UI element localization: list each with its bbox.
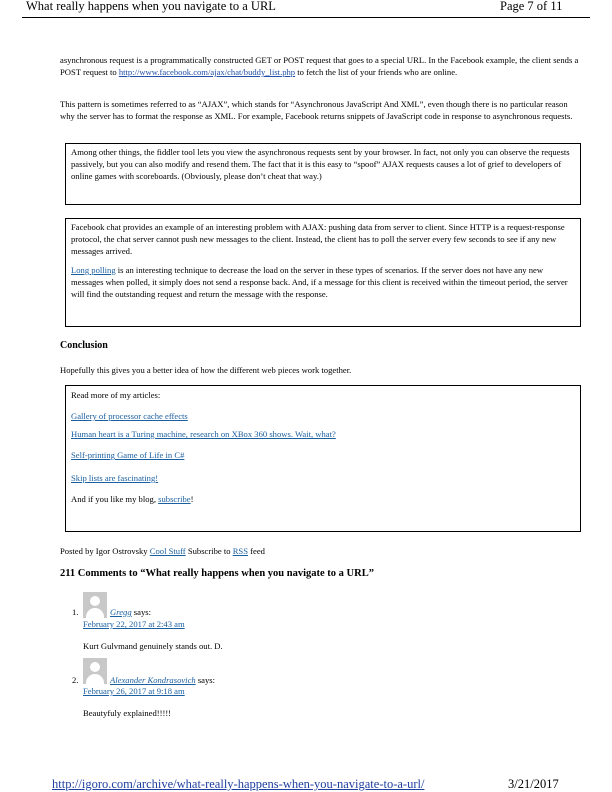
footer-url[interactable]: http://igoro.com/archive/what-really-happens-when-you-navigate-to-a-url/ (52, 777, 425, 791)
footer-date: 3/21/2017 (508, 777, 559, 791)
section-heading: Conclusion (60, 340, 108, 351)
note-text (71, 264, 575, 300)
avatar (83, 592, 107, 618)
avatar (83, 658, 107, 684)
comment-date-link[interactable]: February 26, 2017 at 9:18 am (83, 686, 185, 696)
text: to fetch the list of your friends who are online. (295, 67, 458, 77)
document-title: What really happens when you navigate to a URL (26, 0, 276, 13)
author-link[interactable]: Gregg (110, 607, 132, 617)
comments-heading: 211 Comments to “What really happens when you navigate to a URL” (60, 568, 374, 579)
text: feed (248, 546, 265, 556)
text: Posted by Igor Ostrovsky (60, 546, 150, 556)
page-number: Page 7 of 11 (500, 0, 563, 13)
text: says: (131, 607, 151, 617)
read-more-box (65, 385, 581, 532)
note-box (65, 143, 581, 205)
text: ! (190, 494, 194, 504)
text: says: (195, 675, 216, 685)
long-polling-link[interactable]: Long polling (71, 265, 116, 275)
author-link[interactable]: Alexander Kondrasovich (110, 675, 196, 685)
comment-text: Kurt Gulvmand genuinely stands out. D. (83, 641, 223, 651)
article-link[interactable]: Gallery of processor cache effects (71, 411, 188, 421)
note-text: Facebook chat provides an example of an interesting problem with AJAX: pushing data from server to client. Since HTTP is a request-response protocol, the chat server cannot push new messages to the client. Instead, the client has to poll the server every few seconds to see if any new messages arrived. (71, 222, 565, 256)
paragraph: This pattern is sometimes referred to as “AJAX”, which stands for “Asynchronous JavaScript And XML”, even though there is no particular reason why the server has to format the response as XML. For example, Facebook returns snippets of JavaScript code in response to asynchronous requests. (60, 99, 573, 121)
text: And if you like my blog, (71, 494, 159, 504)
post-meta (60, 545, 265, 557)
category-link[interactable]: Cool Stuff (149, 546, 186, 556)
paragraph (60, 54, 580, 78)
text: asynchronous request is a programmatically constructed GET or POST request that goes to a special URL. In the Facebook example, the client sends a POST request to (60, 55, 579, 77)
note-text: Among other things, the fiddler tool lets you view the asynchronous requests sent by your browser. In fact, not only you can observe the requests passively, but you can also modify and resend them. The fact that it is this easy to “spoof” AJAX requests causes a lot of grief to developers of online games with scoreboards. (Obviously, please don’t cheat that way.) (71, 147, 570, 181)
paragraph: Hopefully this gives you a better idea of how the different web pieces work together. (60, 365, 352, 375)
read-more-intro: Read more of my articles: (71, 390, 161, 400)
text: is an interesting technique to decrease the load on the server in these types of scenarios. If the server does not have any new messages when polled, it simply does not send a response back. And, if a message for this client is received within the timeout period, the server will find the outstanding request and return the message with the response. (71, 265, 568, 299)
article-link[interactable]: Human heart is a Turing machine, research on XBox 360 shows. Wait, what? (71, 429, 336, 439)
text: Subscribe to (185, 546, 233, 556)
comment-date-link[interactable]: February 22, 2017 at 2:43 am (83, 619, 185, 629)
header-divider (22, 17, 590, 18)
rss-link[interactable]: RSS (232, 546, 248, 556)
facebook-ajax-link[interactable]: http://www.facebook.com/ajax/chat/buddy_list.php (118, 67, 296, 77)
article-link[interactable]: Skip lists are fascinating! (71, 473, 159, 483)
article-link[interactable]: Self-printing Game of Life in C# (71, 450, 185, 460)
comment-author (110, 606, 151, 618)
note-box (65, 218, 581, 327)
comment-text: Beautyfuly explained!!!!! (83, 708, 172, 718)
subscribe-link[interactable]: subscribe (158, 494, 191, 504)
comment-number: 2. (72, 675, 79, 685)
comment-number: 1. (72, 607, 79, 617)
